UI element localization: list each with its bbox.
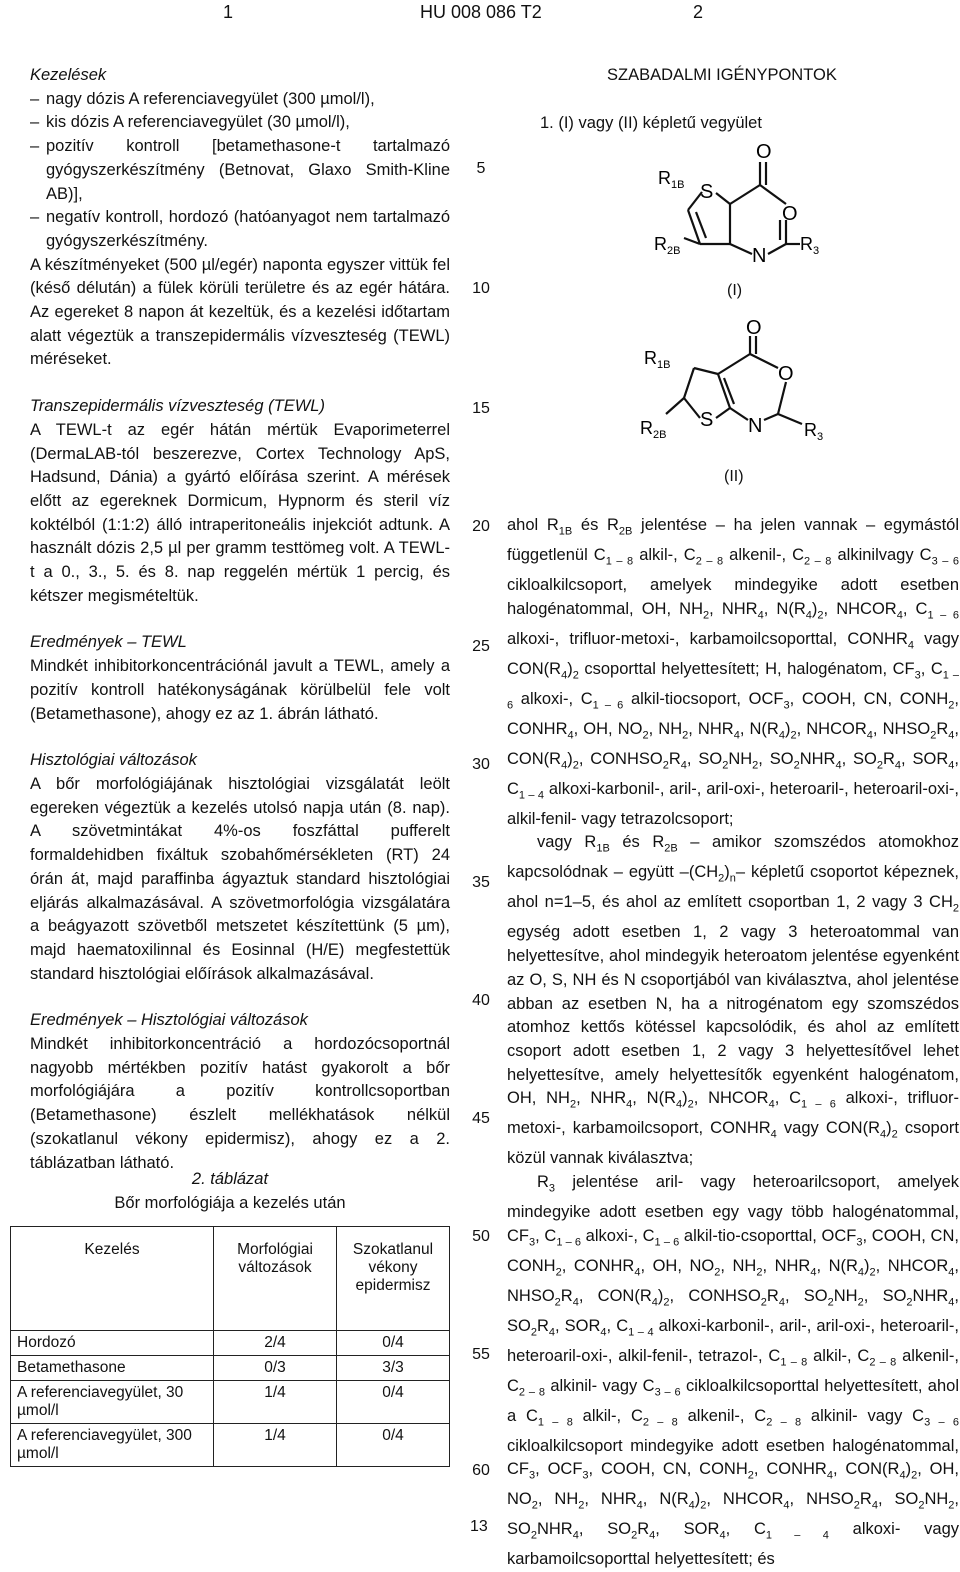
formula-ii-structure (640, 318, 840, 448)
table-cell: Betamethasone (11, 1356, 214, 1381)
table-cell: 1/4 (214, 1424, 337, 1467)
histology-heading: Hisztológiai változások (30, 751, 197, 770)
application-paragraph: A készítményeket (500 µl/egér) naponta egyszer vittük fel (késő délután) a fülek körüli területre és az egér hátára. Az egereket 8 napon át kezeltük, és a kezelési időtartam alatt végeztük a transzepidermális vízveszteség (TEWL) méréseket. (30, 255, 450, 369)
oxygen-atom: O (756, 141, 772, 163)
treatment-item: – negatív kontroll, hordozó (hatóanyagot nem tartalmazó gyógyszerkészítmény. (30, 208, 450, 250)
results-histology-heading: Eredmények – Hisztológiai változások (30, 1011, 308, 1030)
oxygen-atom: O (778, 363, 794, 385)
left-column (30, 64, 450, 1175)
table-cell: A referenciavegyület, 300 µmol/l (11, 1424, 214, 1467)
sulfur-atom: S (700, 409, 714, 431)
table-row (11, 1381, 450, 1424)
line-number: 45 (472, 1110, 490, 1127)
formula-i-label: (I) (727, 282, 743, 299)
table-label: 2. táblázat (191, 1170, 269, 1188)
r3-substituent: $R_3$ (800, 234, 820, 257)
claims-heading: SZABADALMI IGÉNYPONTOK (607, 66, 837, 84)
table-row (11, 1331, 450, 1356)
table-cell: Hordozó (11, 1331, 214, 1356)
line-number: 10 (472, 280, 490, 297)
results-tewl-heading: Eredmények – TEWL (30, 633, 187, 652)
r1b-substituent: $R_{1B}$ (644, 348, 671, 371)
treatment-item: – kis dózis A referenciavegyület (30 µmol/l), (30, 113, 350, 132)
tewl-heading: Transzepidermális vízveszteség (TEWL) (30, 397, 325, 416)
results-histology-paragraph: Mindkét inhibitorkoncentráció a hordozócsoportnál nagyobb mértékben pozitív hatást gyakorolt a bőr morfológiájára a pozitív kontrollcsoportban (Betamethasone) észlelt mellékhatások nélkül (szokatlanul vékony epidermisz), ahogy ez a 2. táblázatban látható. (30, 1035, 450, 1172)
table-row (11, 1424, 450, 1467)
table-cell: 3/3 (337, 1356, 450, 1381)
line-number: 25 (472, 638, 490, 655)
claim-definition-r1b-r2b: ahol $R_{1B}$ és $R_{2B}$ jelentése – ha jelen vannak – egymástól függetlenül $C_{1 - 8}$ alkil-, $C_{2 - 8}$ alkenil-, $C_{2 - 8}$ alkinilvagy $C_{3 - 6}$ cikloalkilcsoport, amelyek mindegyike adott esetben halogénatommal, OH, $NH_2$, $NHR_4$, $N(R_4)_2$, $NHCOR_4$, $C_{1 - 6}$ alkoxi-, trifluor-metoxi-, karbamoilcsoporttal, $CONHR_4$ vagy $CON(R_4)_2$ csoporttal helyettesített; H, halogénatom, $CF_3$, $C_{1 - 6}$ alkoxi-, $C_{1 - 6}$ alkil-tiocsoport, $OCF_3$, COOH, CN, $CONH_2$, $CONHR_4$, OH, $NO_2$, $NH_2$, $NHR_4$, $N(R_4)_2$, $NHCOR_4$, $NHSO_2R_4$, $CON(R_4)_2$, $CONHSO_2R_4$, $SO_2NH_2$, $SO_2NHR_4$, $SO_2R_4$, $SOR_4$, $C_{1 - 4}$ alkoxi-karbonil-, aril-, aril-oxi-, heteroaril-, heteroaril-oxi-, alkil-fenil- vagy tetrazolcsoport; (507, 516, 960, 828)
line-number: 20 (472, 518, 490, 535)
patent-number: HU 008 086 T2 (420, 2, 542, 22)
table-cell: 0/3 (214, 1356, 337, 1381)
line-number: 30 (472, 756, 490, 773)
oxygen-atom: O (782, 203, 798, 225)
table-row (11, 1356, 450, 1381)
line-number: 40 (472, 992, 490, 1009)
treatment-item: – pozitív kontroll [betamethasone-t tartalmazó gyógyszerkészítmény (Betnovat, Glaxo Smith-Kline AB)], (30, 137, 450, 203)
r2b-substituent: $R_{2B}$ (640, 418, 667, 441)
table-cell: 1/4 (214, 1381, 337, 1424)
table-header-row (11, 1227, 450, 1331)
page-header-left-number: 1 (223, 2, 234, 22)
table-cell: 0/4 (337, 1331, 450, 1356)
line-number: 60 (472, 1462, 490, 1479)
table-cell: A referenciavegyület, 30 µmol/l (11, 1381, 214, 1424)
tewl-paragraph: A TEWL-t az egér hátán mértük Evaporimeterrel (DermaLAB-tól beszerezve, Cortex Technology ApS, Hadsund, Dánia) a gyártó előírása szerint. A mérések előtt az egereknek Dormicum, Hypnorm és steril víz koktélból (1:1:2) álló intraperitoneális injekciót adtunk. A használt dózis 2,5 µl per gramm testtömeg volt. A TEWL-t a 0., 3., 5. és 8. nap reggelén mértük 1 percig, és kétszer megismételtük. (30, 420, 450, 605)
claim-intro: 1. (I) vagy (II) képletű vegyület (540, 114, 762, 132)
line-number: 35 (472, 874, 490, 891)
line-number: 15 (472, 400, 490, 417)
line-number: 5 (476, 160, 486, 177)
nitrogen-atom: N (748, 415, 763, 437)
treatment-item: – nagy dózis A referenciavegyület (300 µmol/l), (30, 89, 375, 108)
table-header-cell: Szokatlanul vékony epidermisz (337, 1227, 450, 1331)
table-title: Bőr morfológiája a kezelés után (114, 1194, 346, 1212)
table-cell: 0/4 (337, 1424, 450, 1467)
histology-paragraph: A bőr morfológiájának hisztológiai vizsgálatát leölt egereken végeztük a kezelés utolsó napja után (8. nap). A szövetmintákat 4%-os foszfáttal pufferelt formaldehidben fixáltuk szobahőmérsékleten (RT) 24 órán át, majd paraffinba ágyaztuk standard hisztológiai eljárás alkalmazásával. A szövetmorfológia vizsgálatára a beágyazott szövetből metszetet készítettünk (5 µm), majd haematoxilinnal és Eosinnal (H/E) megfestettük standard hisztológiai előírások alkalmazásával. (30, 774, 450, 983)
page-number: 13 (470, 1518, 488, 1535)
claim-definition-r3: $R_3$ jelentése aril- vagy heteroarilcsoport, amelyek mindegyike adott esetben egy vagy több halogénatommal, $CF_3$, $C_{1 - 6}$ alkoxi-, $C_{1 - 6}$ alkil-tio-csoporttal, $OCF_3$, COOH, CN, $CONH_2$, $CONHR_4$, OH, $NO_2$, $NH_2$, $NHR_4$, $N(R_4)_2$, $NHCOR_4$, $NHSO_2R_4$, $CON(R_4)_2$, $CONHSO_2R_4$, $SO_2NH_2$, $SO_2NHR_4$, $SO_2R_4$, $SOR_4$, $C_{1 - 4}$ alkoxi-karbonil-, aril-, aril-oxi-, heteroaril-, heteroaril-oxi-, alkil-fenil-, tetrazol-, $C_{1 - 8}$ alkil-, $C_{2 - 8}$ alkenil-, $C_{2 - 8}$ alkinil- vagy $C_{3 - 6}$ cikloalkilcsoporttal helyettesített, ahol a $C_{1 - 8}$ alkil-, $C_{2 - 8}$ alkenil-, $C_{2 - 8}$ alkinil- vagy $C_{3 - 6}$ cikloalkilcsoport mindegyike adott esetben halogénatommal, $CF_3$, $OCF_3$, COOH, CN, $CONH_2$, $CONHR_4$, $CON(R_4)_2$, OH, $NO_2$, $NH_2$, $NHR_4$, $N(R_4)_2$, $NHCOR_4$, $NHSO_2R_4$, $SO_2NH_2$, $SO_2NHR_4$, $SO_2R_4$, $SOR_4$, $C_{1 - 4}$ alkoxi- vagy karbamoilcsoporttal helyettesített; és (507, 1173, 960, 1569)
oxygen-atom: O (746, 318, 762, 339)
r1b-substituent: $R_{1B}$ (658, 168, 685, 191)
claim-definition-ring: vagy $R_{1B}$ és $R_{2B}$ – amikor szomszédos atomokhoz kapcsolódnak – együtt $-(CH_2)_n-$ képletű csoportot képeznek, ahol n=1–5, és ahol az említett csoportban 1, 2 vagy 3 $CH_2$ egység adott esetben 1, 2 vagy 3 heteroatommal van helyettesítve, ahol mindegyik heteroatom jelentése egyenként az O, S, NH és N csoportjából van kiválasztva, ahol jelentése abban az esetben N, ha a nitrogénatom egy szomszédos atomhoz kettős kötéssel kapcsolódik, és ahol az említett csoport adott esetben 1, 2 vagy 3 helyettesítővel lehet helyettesítve, amely helyettesítők egyenként halogénatom, OH, $NH_2$, $NHR_4$, $N(R_4)_2$, $NHCOR_4$, $C_{1 - 6}$ alkoxi-, trifluor-metoxi-, karbamoilcsoport, $CONHR_4$ vagy $CON(R_4)_2$ csoport közül vannak kiválasztva; (507, 833, 960, 1168)
page-header-right-number: 2 (693, 2, 704, 22)
line-number: 55 (472, 1346, 490, 1363)
r2b-substituent: $R_{2B}$ (654, 234, 681, 257)
results-tewl-paragraph: Mindkét inhibitorkoncentrációnál javult a TEWL, amely a pozitív kontroll hatékonyságának körülbelül fele volt (Betamethasone), ahogy ez az 1. ábrán látható. (30, 657, 450, 723)
nitrogen-atom: N (752, 245, 767, 267)
morphology-table (10, 1226, 450, 1467)
table-cell: 0/4 (337, 1381, 450, 1424)
line-number: 50 (472, 1228, 490, 1245)
table-cell: 2/4 (214, 1331, 337, 1356)
r3-substituent: $R_3$ (804, 420, 824, 443)
formula-i-structure (640, 140, 840, 270)
treatments-heading: Kezelések (30, 66, 107, 84)
claim-definitions (507, 514, 959, 1572)
sulfur-atom: S (700, 181, 714, 203)
table-header-cell: Kezelés (11, 1227, 214, 1331)
formula-ii-label: (II) (724, 468, 744, 485)
table-header-cell: Morfológiai változások (214, 1227, 337, 1331)
